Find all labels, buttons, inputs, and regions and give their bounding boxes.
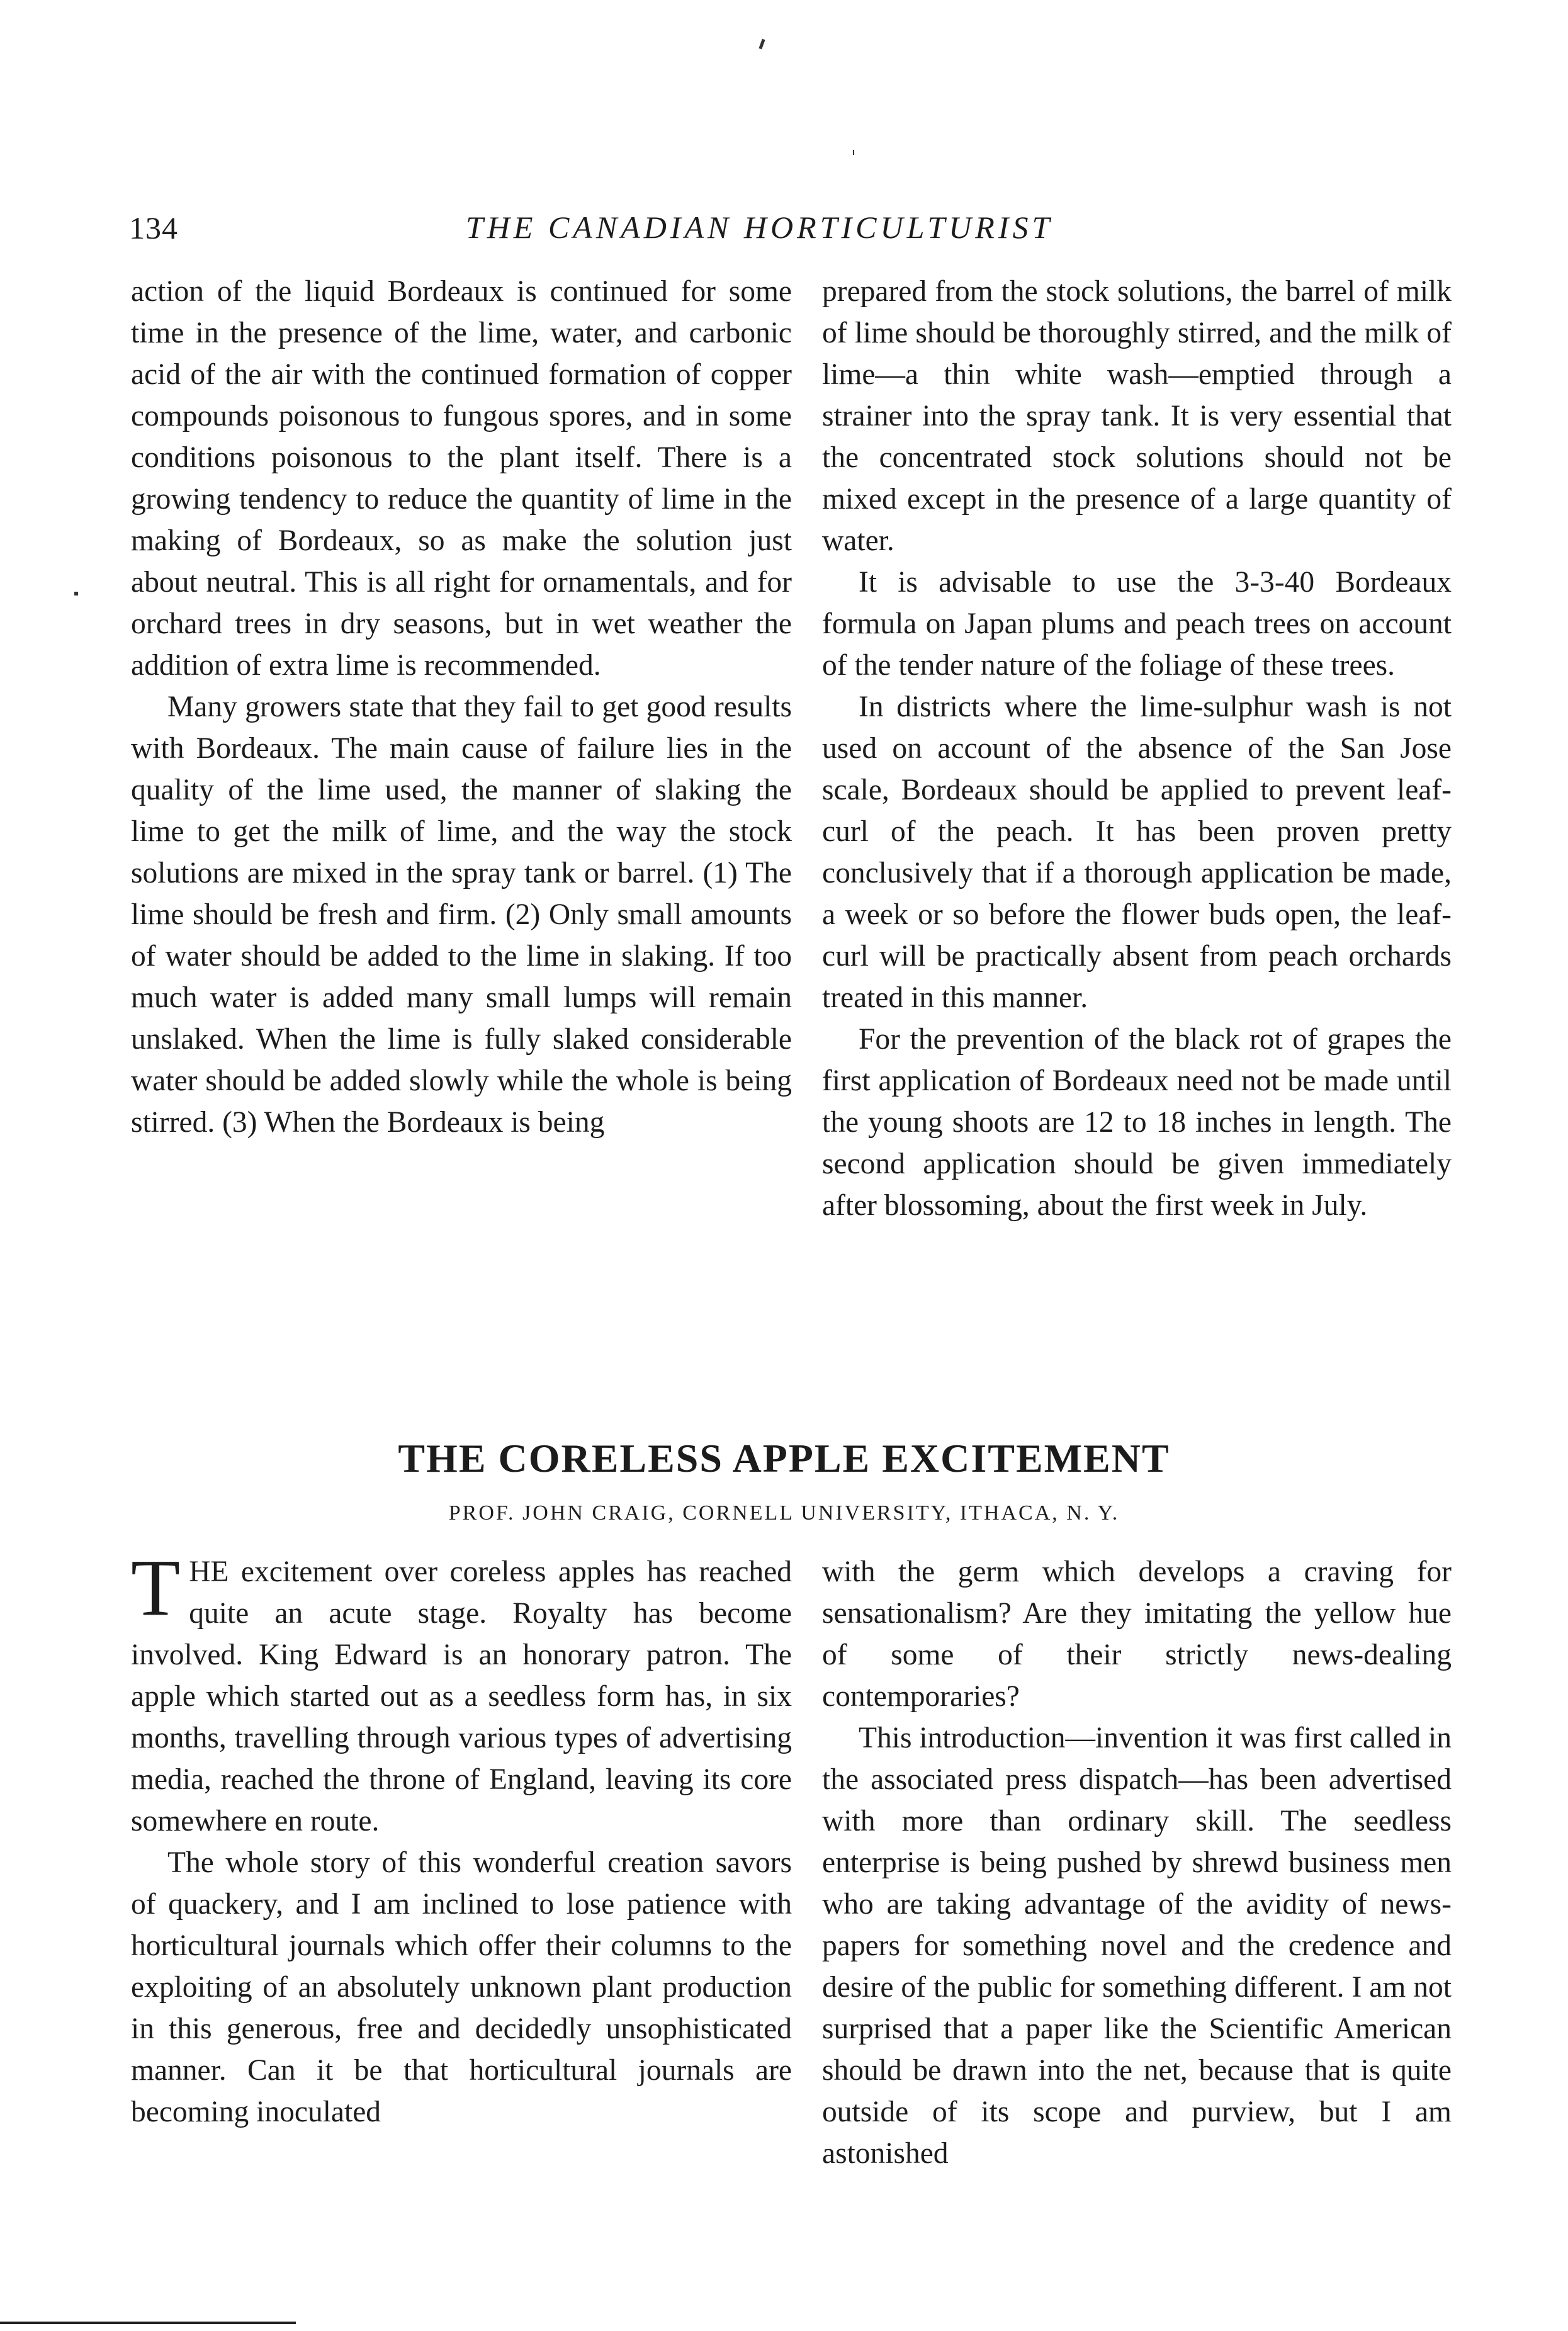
article-left-column bbox=[131, 1543, 792, 2133]
drop-cap: T bbox=[131, 1543, 181, 1632]
paragraph: prepared from the stock solutions, the barrel of milk of lime should be thoroughly stirred, and the milk of lime—a thin white wash—emptied through a strainer into the spray tank. It is very essential that the concentrated stock solutions should not be mixed except in the presence of a large quantity of water. bbox=[822, 275, 1452, 557]
paragraph: This introduction—invention it was first called in the associated press dispatch—has been advertised with more than ordinary skill. The seedless enterprise is being pushed by shrewd business men who are taking advantage of the avidity of newspapers for something novel and the credence and desire of the public for something different. I am not surprised that a paper like the Scientific American should be drawn into the net, because that is quite outside of its scope and purview, but I am astonished bbox=[822, 1722, 1452, 2170]
paragraph: In districts where the lime-sulphur wash is not used on account of the absence of the San Jose scale, Bordeaux should be applied to prevent leaf-curl of the peach. It has been proven pretty conclusively that if a thorough application be made, a week or so before the flower buds open, the leaf-curl will be practically absent from peach orchards treated in this manner. bbox=[822, 691, 1452, 1014]
paragraph: The whole story of this wonderful creation savors of quackery, and I am inclined to lose patience with horticultural journals which offer their columns to the exploiting of an absolutely unknown plant production in this generous, free and decidedly unsophisticated manner. Can it be that horticultural journals are becoming inoculated bbox=[131, 1846, 792, 2128]
ink-speck bbox=[759, 39, 765, 50]
paragraph: For the prevention of the black rot of grapes the first application of Bordeaux need not be made until the young shoots are 12 to 18 inches in length. The second application should be given immediately after blossoming, about the first week in July. bbox=[822, 1023, 1452, 1222]
lead-paragraph-text: HE excitement over coreless apples has reached quite an acute stage. Royalty has become involved. King Edward is an honorary patron. The apple which started out as a seedless form has, in six months, travelling through various types of advertising media, reached the throne of England, leaving its core somewhere en route. bbox=[131, 1555, 792, 1837]
page-number: 134 bbox=[129, 210, 178, 246]
article-byline: PROF. JOHN CRAIG, CORNELL UNIVERSITY, ITHACA, N. Y. bbox=[448, 1501, 1120, 1525]
lead-paragraph bbox=[131, 1543, 792, 1842]
paragraph: action of the liquid Bordeaux is continued for some time in the presence of the lime, water, and carbonic acid of the air with the continued formation of copper compounds poisonous to fungous spores, and in some conditions poisonous to the plant itself. There is a growing tendency to reduce the quantity of lime in the making of Bordeaux, so as make the solution just about neutral. This is all right for ornamentals, and for orchard trees in dry seasons, but in wet weather the addition of extra lime is recommended. bbox=[131, 275, 792, 682]
running-title: THE CANADIAN HORTICULTURIST bbox=[466, 210, 1054, 245]
top-article-right-column bbox=[822, 271, 1452, 1226]
article-title: THE CORELESS APPLE EXCITEMENT bbox=[398, 1436, 1170, 1481]
paragraph: Many growers state that they fail to get good results with Bordeaux. The main cause of failure lies in the quality of the lime used, the manner of slaking the lime to get the milk of lime, and the way the stock solutions are mixed in the spray tank or barrel. (1) The lime should be fresh and firm. (2) Only small amounts of water should be added to the lime in slaking. If too much water is added many small lumps will remain unslaked. When the lime is fully slaked considerable water should be added slowly while the whole is being stirred. (3) When the Bordeaux is being bbox=[131, 691, 792, 1139]
top-article-left-column bbox=[131, 271, 792, 1143]
article-right-column bbox=[822, 1551, 1452, 2174]
paragraph: It is advisable to use the 3-3-40 Bordeaux formula on Japan plums and peach trees on account of the tender nature of the foliage of these trees. bbox=[822, 566, 1452, 682]
paragraph: with the germ which develops a craving for sensationalism? Are they imitating the yellow hue of some of their strictly news-dealing contemporaries? bbox=[822, 1555, 1452, 1713]
ink-speck bbox=[74, 592, 78, 595]
bottom-rule bbox=[0, 2322, 296, 2324]
ink-speck bbox=[853, 150, 854, 155]
